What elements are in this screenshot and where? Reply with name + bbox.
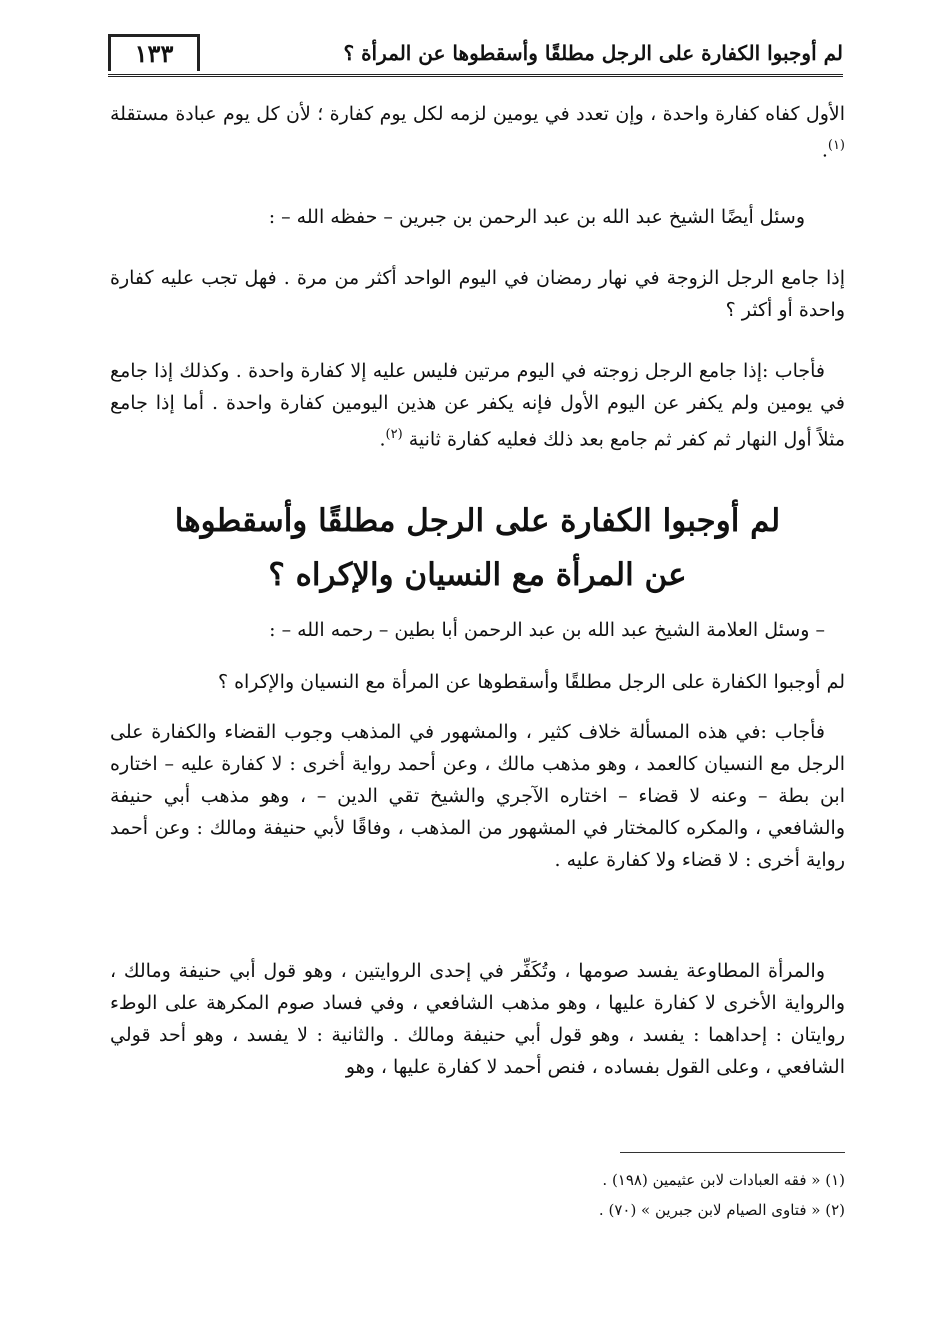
paragraph-1 [110,98,845,166]
answer-1-text: فأجاب :إذا جامع الرجل زوجته في اليوم مرتين فليس عليه إلا كفارة واحدة . وكذلك إذا جامع في يومين ولم يكفر عن اليوم الأول فإنه يكفر عن هذين اليومين كفارة واحدة . أما إذا جامع مثلاً أول النهار ثم كفر ثم جامع بعد ذلك فعليه كفارة ثانية [110,360,845,451]
footnotes [110,1165,845,1225]
question-intro-1-text: وسئل أيضًا الشيخ عبد الله بن عبد الرحمن بن جبرين – حفظه الله – : [268,206,805,228]
section-heading-line-2: عن المرأة مع النسيان والإكراه ؟ [268,557,687,593]
question-intro-2 [110,614,845,646]
answer-1 [110,355,845,455]
question-1 [110,262,845,326]
footnote-1: (١) « فقه العبادات لابن عثيمين (١٩٨) . [602,1171,845,1189]
question-intro-2-text: – وسئل العلامة الشيخ عبد الله بن عبد الرحمن أبا بطين – رحمه الله – : [269,619,825,641]
question-1-text: إذا جامع الرجل الزوجة في نهار رمضان في اليوم الواحد أكثر من مرة . فهل تجب عليه كفارة واحدة أو أكثر ؟ [110,267,845,321]
footnote-ref-1: (١) [827,138,845,153]
question-2 [110,666,845,698]
section-heading-line-1: لم أوجبوا الكفارة على الرجل مطلقًا وأسقطوها [174,503,781,539]
running-header [108,30,843,77]
footnote-2: (٢) « فتاوى الصيام لابن جبرين » (٧٠) . [598,1201,845,1219]
paragraph-1-text: الأول كفاه كفارة واحدة ، وإن تعدد في يومين لزمه لكل يوم كفارة ؛ لأن كل يوم عبادة مستقلة [110,103,845,125]
running-header-title: لم أوجبوا الكفارة على الرجل مطلقًا وأسقطوها عن المرأة ؟ [343,41,843,65]
question-intro-1 [110,201,845,233]
answer-1-end: . [379,428,386,451]
footnote-divider [620,1152,845,1153]
page-number: ١٣٣ [108,34,200,71]
footnote-ref-2: (٢) [385,427,403,442]
answer-2-text: فأجاب :في هذه المسألة خلاف كثير ، والمشهور في المذهب وجوب القضاء والكفارة على الرجل مع النسيان كالعمد ، وهو مذهب مالك ، وعن أحمد رواية أخرى : لا كفارة عليه – اختاره ابن بطة – وعنه لا قضاء – اختاره الآجري والشيخ تقي الدين – ، وهو مذهب أبي حنيفة والشافعي ، والمكره كالمختار في المشهور من المذهب ، وفاقًا لأبي حنيفة ومالك : وعن أحمد رواية أخرى : لا قضاء ولا كفارة عليه . [110,721,845,871]
section-heading [110,494,845,602]
paragraph-1-end: . [821,139,828,162]
paragraph-8-text: والمرأة المطاوعة يفسد صومها ، وتُكَفِّر في إحدى الروايتين ، وهو قول أبي حنيفة ومالك ، والرواية الأخرى لا كفارة عليها ، وهو مذهب الشافعي ، وفي فساد صوم المكرهة على الوطء روايتان : إحداهما : يفسد ، وهو قول أبي حنيفة ومالك . والثانية : لا يفسد ، وهو أحد قولي الشافعي ، وعلى القول بفساده ، فنص أحمد لا كفارة عليها ، وهو [110,960,845,1078]
answer-2 [110,716,845,876]
paragraph-8 [110,955,845,1083]
question-2-text: لم أوجبوا الكفارة على الرجل مطلقًا وأسقطوها عن المرأة مع النسيان والإكراه ؟ [217,671,845,693]
